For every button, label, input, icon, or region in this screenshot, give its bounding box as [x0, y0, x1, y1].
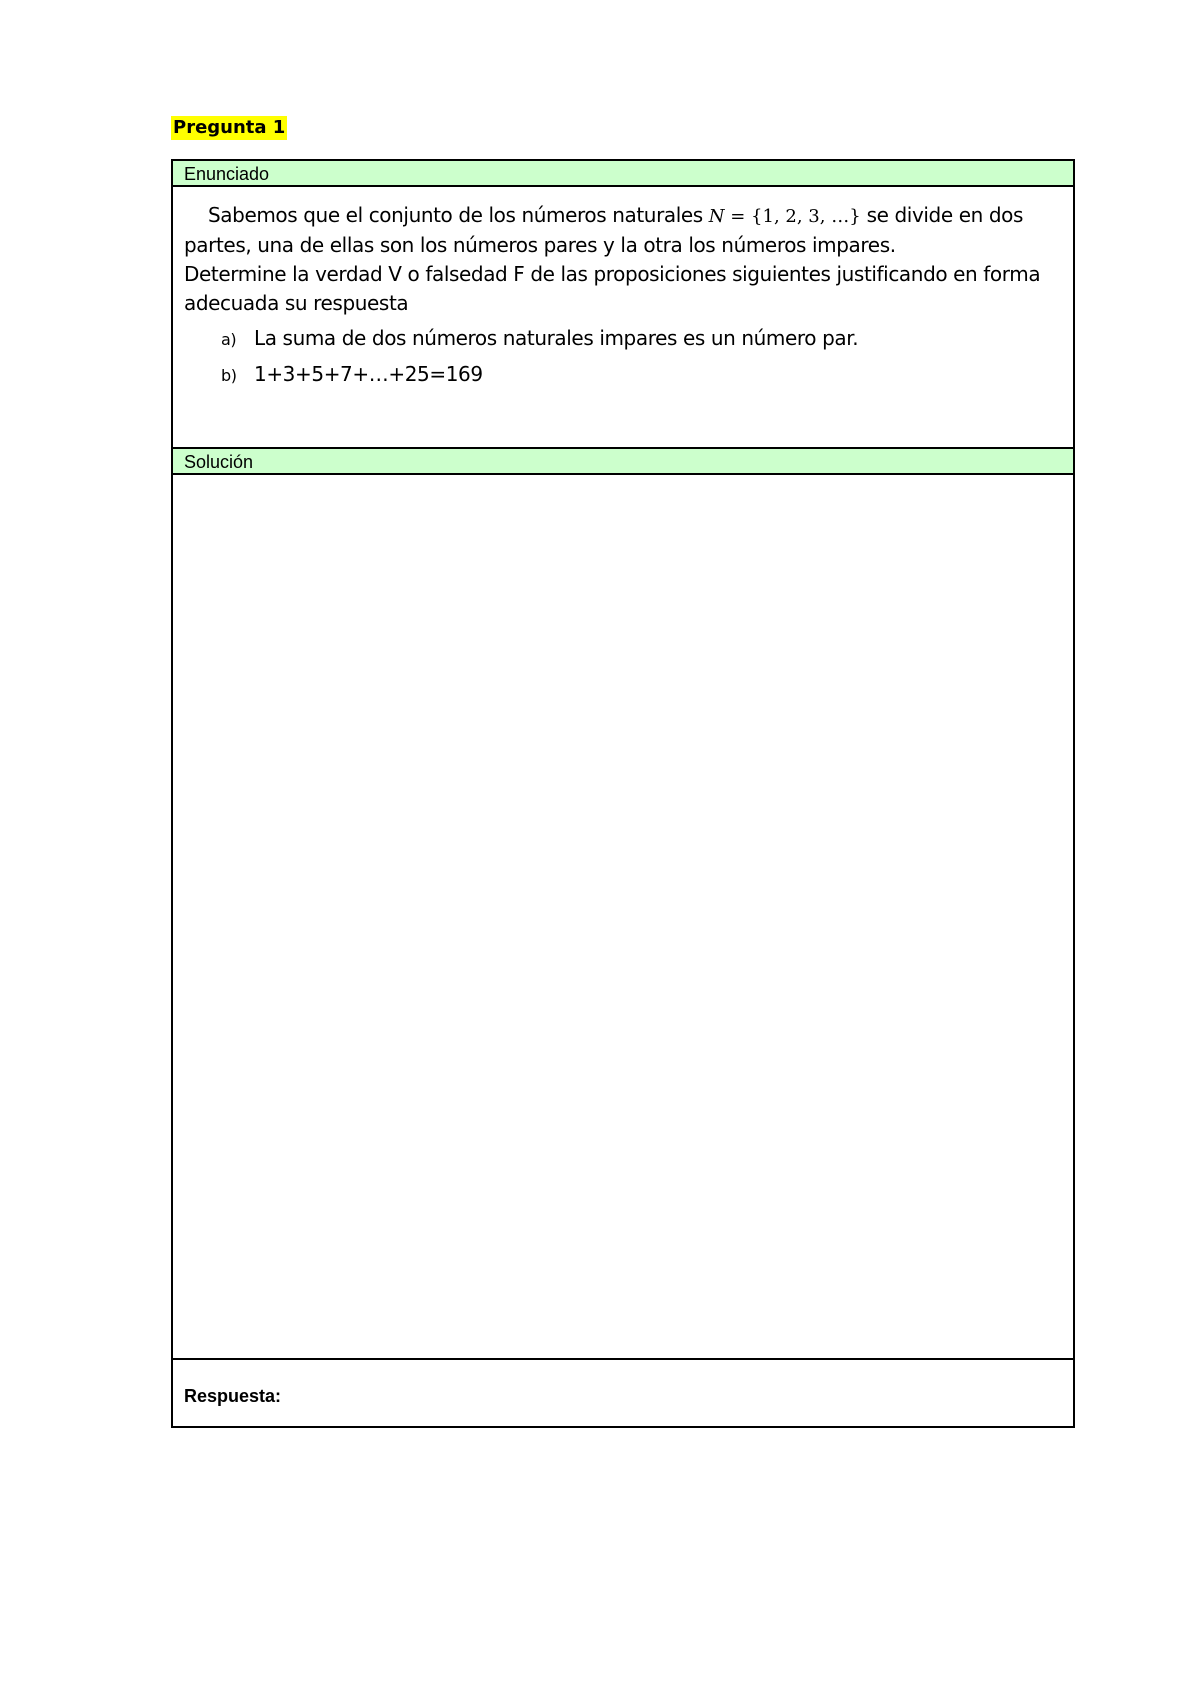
item-marker: b)	[221, 366, 237, 385]
question-frame	[171, 159, 1075, 1428]
answer-row[interactable]	[173, 1358, 1073, 1428]
item-marker: a)	[221, 330, 237, 349]
list-item	[184, 324, 1064, 354]
natural-set-expression	[709, 206, 861, 227]
answer-label: Respuesta:	[184, 1386, 282, 1406]
enunciado-header: Enunciado	[173, 161, 1073, 187]
list-item	[184, 360, 1064, 390]
statement-line1: Sabemos que el conjunto de los números naturales	[208, 203, 709, 227]
set-elements: = {1, 2, 3, …}	[724, 206, 861, 227]
statement-body	[184, 201, 1064, 390]
statement-paragraph-2: Determine la verdad V o falsedad F de las proposiciones siguientes justificando en forma adecuada su respuesta	[184, 262, 1041, 315]
statement-paragraph-1	[184, 201, 1064, 260]
item-text: La suma de dos números naturales impares es un número par.	[254, 326, 859, 350]
solution-area[interactable]	[173, 475, 1073, 1360]
set-variable: N	[708, 206, 725, 227]
solucion-header: Solución	[173, 447, 1073, 475]
statement-line1-tail: se divide en dos partes, una de ellas son los números pares y la otra los números impares.	[184, 203, 1023, 257]
question-title: Pregunta 1	[173, 117, 286, 138]
item-text: 1+3+5+7+…+25=169	[254, 362, 483, 386]
